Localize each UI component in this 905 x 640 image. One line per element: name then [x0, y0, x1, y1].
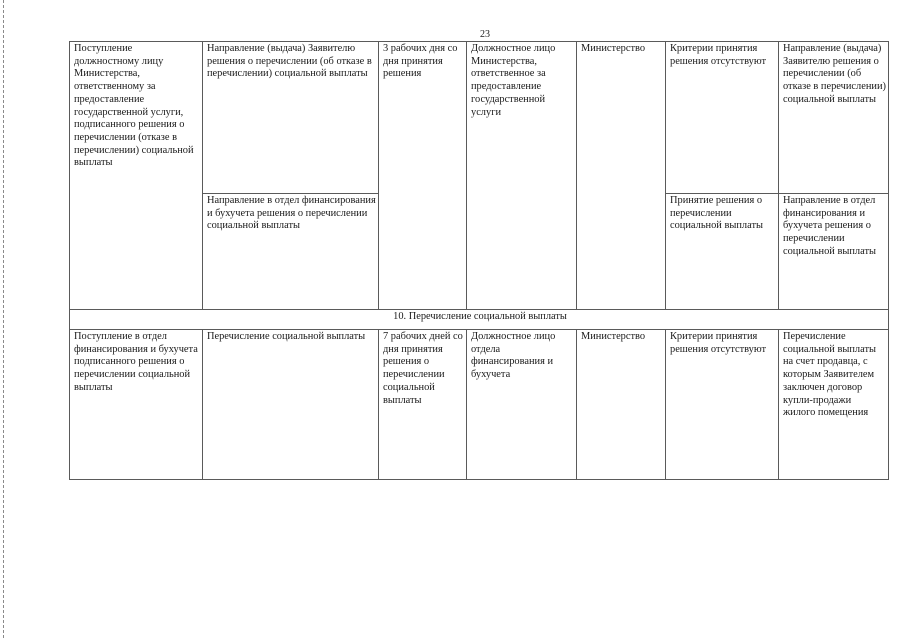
action-cell: Направление в отдел финансирования и бухучета решения о перечислении социальной выплаты: [203, 194, 379, 310]
result-cell: Перечисление социальной выплаты на счет продавца, с которым Заявителем заключен договор купли-продажи жилого помещения: [779, 330, 889, 480]
result-cell: Направление (выдача) Заявителю решения о перечислении (об отказе в перечислении) социальной выплаты: [779, 42, 889, 194]
page-number: 23: [480, 29, 490, 40]
criteria-cell: Критерии принятия решения отсутствуют: [666, 330, 779, 480]
resource-cell: Министерство: [577, 330, 666, 480]
basis-cell: Поступление должностному лицу Министерства, ответственному за предоставление государственной услуги, подписанного решения о перечислении (отказе в перечислении) социальной выплаты: [70, 42, 203, 310]
table-row: [70, 330, 889, 480]
executor-cell: Должностное лицо Министерства, ответственное за предоставление государственной услуги: [467, 42, 577, 310]
result-cell: Направление в отдел финансирования и бухучета решения о перечислении социальной выплаты: [779, 194, 889, 310]
criteria-cell: Критерии принятия решения отсутствуют: [666, 42, 779, 194]
procedure-table: [69, 41, 889, 480]
term-cell: 3 рабочих дня со дня принятия решения: [379, 42, 467, 310]
scan-left-edge: [3, 0, 4, 640]
term-cell: 7 рабочих дней со дня принятия решения о перечислении социальной выплаты: [379, 330, 467, 480]
table-row: [70, 42, 889, 194]
action-cell: Направление (выдача) Заявителю решения о перечислении (об отказе в перечислении) социальной выплаты: [203, 42, 379, 194]
basis-cell: Поступление в отдел финансирования и бухучета подписанного решения о перечислении социальной выплаты: [70, 330, 203, 480]
action-cell: Перечисление социальной выплаты: [203, 330, 379, 480]
section-title: 10. Перечисление социальной выплаты: [70, 310, 889, 330]
executor-cell: Должностное лицо отдела финансирования и бухучета: [467, 330, 577, 480]
section-row: [70, 310, 889, 330]
criteria-cell: Принятие решения о перечислении социальной выплаты: [666, 194, 779, 310]
resource-cell: Министерство: [577, 42, 666, 310]
